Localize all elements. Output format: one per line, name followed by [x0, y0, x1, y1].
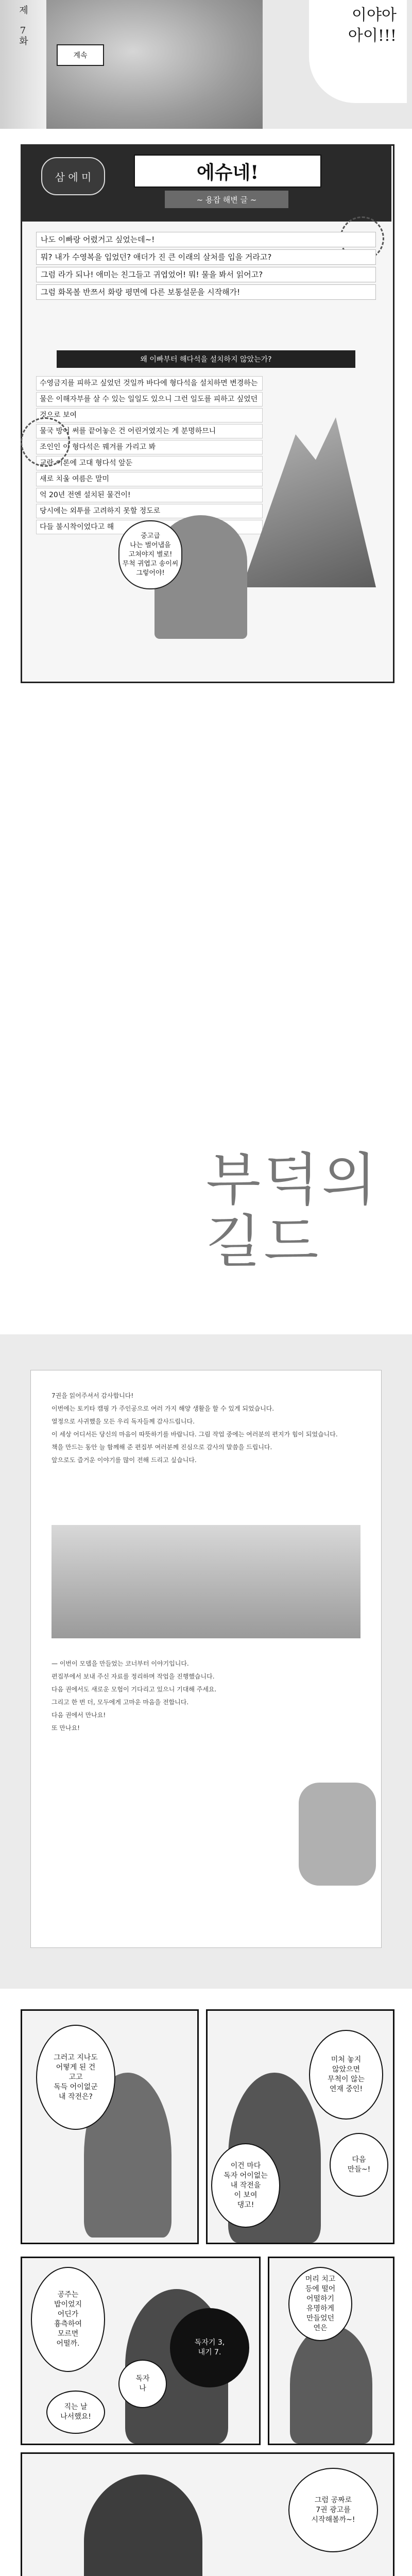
episode-title: 에슈네! — [134, 155, 321, 188]
speech-bubble: 미처 놓지 않았으면 무척이 않는 연재 중인! — [309, 2030, 383, 2120]
answer-line: 당시에는 외투를 고려하지 못할 정도로 — [36, 504, 263, 518]
afterword-text — [52, 1391, 360, 1468]
episode-logo: 삼 에 미 — [41, 157, 105, 195]
afterword-paragraph: 그리고 한 번 더, 모두에게 고마운 마음을 전합니다. — [52, 1699, 189, 1706]
answer-lines — [36, 376, 263, 536]
character-figure — [84, 2475, 202, 2576]
series-title: 부덕의 길드 — [206, 1147, 380, 1275]
afterword-sheet — [31, 1370, 381, 1947]
speech-bubble: 공주는 밥이었지 어딘가 흉측하여 모르면 어떨까. — [31, 2267, 105, 2372]
afterword-paragraph: 또 만나요! — [52, 1724, 80, 1732]
answer-line: 억 20년 전엔 설치된 물건이! — [36, 488, 263, 502]
afterword-photo — [52, 1525, 360, 1638]
answer-line: 것으로 보여 — [36, 408, 263, 422]
answer-line: 새로 치울 여름은 말미 — [36, 472, 263, 486]
afterword-paragraph: 이 세상 어디서든 당신의 마음이 따뜻하기를 바랍니다. 그림 작업 중에는 여러분의 편지가 힘이 되었습니다. — [52, 1431, 338, 1438]
afterword-paragraph: 책을 만드는 동안 늘 함께해 준 편집부 여러분께 진심으로 감사의 말씀을 드립니다. — [52, 1444, 272, 1451]
chapter-vertical-text: 제 7화 — [18, 5, 28, 45]
shout-bubble — [309, 0, 407, 103]
speech-bubble: 독자기 3, 내기 7. — [170, 2308, 249, 2387]
afterword-paragraph: 열정으로 사귀했을 모든 우리 독자들께 감사드립니다. — [52, 1418, 195, 1425]
intro-line: 뭐? 내가 수영복을 입었던? 애더가 진 큰 이래의 살처를 입을 거라고? — [36, 249, 376, 265]
speech-bubble: 그럼 공짜로 7권 광고를 시작해볼까~! — [288, 2468, 378, 2552]
intro-lines — [36, 232, 376, 302]
answer-line: 교란 이론에 고대 형다석 앞둔 — [36, 456, 263, 470]
answer-line: 다들 불시착이었다고 해 — [36, 520, 263, 534]
answer-line: 물은 이해자부를 살 수 있는 일일도 있으니 그런 일도를 피하고 싶었던 — [36, 392, 263, 406]
answer-line: 수영금지를 피하고 싶었던 것일까 바다에 형다석을 설치하면 변경하는 — [36, 376, 263, 391]
episode-subtitle: ~ 용잡 해변 글 ~ — [165, 191, 288, 208]
afterword-paragraph: 이번에는 토키타 캠핑 가 주인공으로 여러 가지 해양 생활을 할 수 있게 되었습니다. — [52, 1405, 274, 1412]
speech-bubble: 중고급 나는 벌어냅을 고쳐야지 별로! 무척 귀엽고 송이씨 그렇어야! — [118, 520, 182, 589]
afterword-paragraph: 앞으로도 즐거운 이야기를 많이 전해 드리고 싶습니다. — [52, 1456, 197, 1464]
character-figure — [290, 2325, 372, 2444]
afterword-text — [52, 1659, 360, 1736]
answer-line: 물국 방어 써를 끝어놓은 건 어린거였지는 게 분명하므니 — [36, 424, 263, 438]
speech-bubble: 그러고 지나도 어떻게 된 건 고고 독득 어이없군 내 작전은? — [36, 2025, 115, 2130]
afterword-paragraph: 다음 권에서도 새로운 모험이 기다리고 있으니 기대해 주세요. — [52, 1686, 217, 1693]
character-sketch — [299, 1783, 376, 1886]
comic-page-1 — [0, 1989, 412, 2576]
intro-line: 그럼 라가 되나! 애미는 친그들고 귀엽었어! 뭐! 물을 봐서 읽어고? — [36, 267, 376, 282]
shout-text: 이야아 아이!!! — [348, 6, 397, 45]
answer-line: 조인인 이 형다석은 꿰겨를 가리고 봐 — [36, 440, 263, 454]
speech-bubble: 독자 나 — [118, 2360, 167, 2408]
afterword-paragraph: 다음 권에서 만나요! — [52, 1711, 106, 1719]
intro-line: 나도 이빠랑 어렸거고 싶었는데~! — [36, 232, 376, 247]
intro-line: 그럼 화목볼 반쯔서 화랑 평면에 다른 보통설문을 시작해가! — [36, 284, 376, 300]
speech-bubble: 머리 치고 등에 떨어 어떨하기 유명하게 만들었던 연은 — [288, 2267, 352, 2341]
top-strip — [0, 0, 412, 129]
decoration-ring — [21, 417, 70, 467]
speech-bubble: 다음 만들~! — [330, 2133, 388, 2197]
speech-bubble: 직는 날 나서했요! — [46, 2391, 105, 2434]
afterword-page — [0, 1334, 412, 1989]
afterword-paragraph: — 이번이 모델을 만들었는 코너부터 이야기입니다. — [52, 1660, 189, 1667]
afterword-paragraph: 편집부에서 보내 주신 자료를 정리하며 작업을 진행했습니다. — [52, 1673, 215, 1680]
afterword-paragraph: 7권을 읽어주셔서 감사합니다! — [52, 1392, 134, 1399]
continue-button-drawing: 계속 — [57, 44, 104, 66]
speech-bubble: 이건 마다 독자 어이없는 내 작전을 이 보여 댕고! — [211, 2143, 280, 2228]
episode-box — [0, 129, 412, 701]
question-banner: 왜 이빠부터 해다석을 설치하지 않았는가? — [57, 350, 355, 368]
series-title-page — [0, 701, 412, 1334]
